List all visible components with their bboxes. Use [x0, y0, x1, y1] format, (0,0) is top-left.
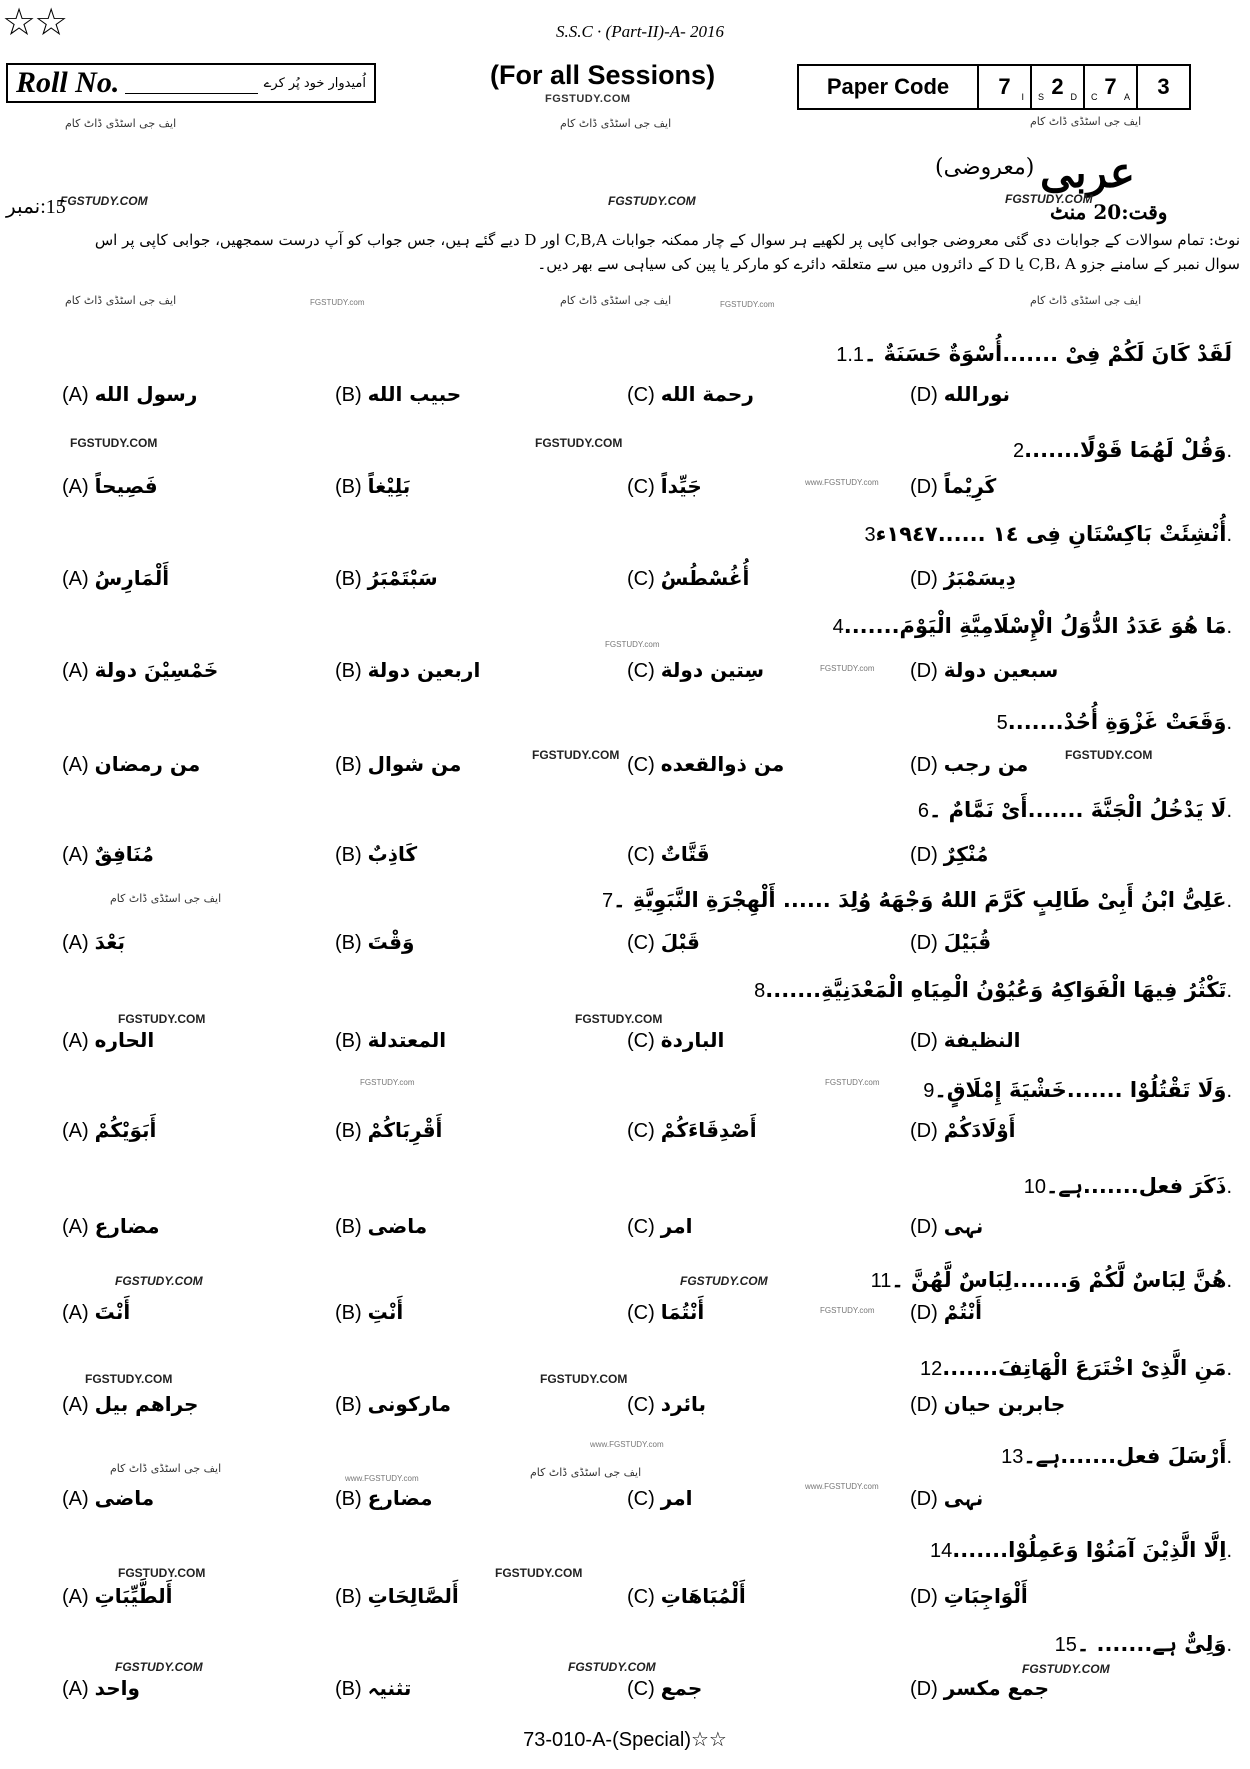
- watermark: FGSTUDY.COM: [545, 93, 631, 105]
- watermark: FGSTUDY.com: [820, 1306, 875, 1315]
- option-a[interactable]: (A) واحد: [62, 1676, 140, 1700]
- option-b[interactable]: (B) أَلصَّالِحَاتِ: [335, 1584, 459, 1608]
- option-b[interactable]: (B) اربعين دولة: [335, 658, 481, 682]
- option-c[interactable]: (C) قَتَّاتٌ: [627, 842, 710, 866]
- option-b[interactable]: (B) حبيب الله: [335, 382, 462, 406]
- paper-code-digit: 3: [1137, 65, 1190, 109]
- watermark: FGSTUDY.com: [605, 640, 660, 649]
- roll-number-field[interactable]: [125, 72, 257, 94]
- watermark: FGSTUDY.COM: [532, 748, 620, 762]
- watermark: FGSTUDY.COM: [540, 1372, 628, 1386]
- question-2: وَقُلْ لَهُمَا قَوْلًا.......2.: [1013, 438, 1232, 462]
- option-d[interactable]: (D) أَنْتُمْ: [910, 1300, 982, 1324]
- option-a[interactable]: (A) مُنَافِقٌ: [62, 842, 154, 866]
- option-a[interactable]: (A) أَبَوَيْكُمْ: [62, 1118, 157, 1142]
- option-d[interactable]: (D) مُنْكِرٌ: [910, 842, 989, 866]
- watermark: ایف جی اسٹڈی ڈاٹ کام: [110, 1462, 222, 1475]
- option-a[interactable]: (A) رسول الله: [62, 382, 198, 406]
- option-c[interactable]: (C) سِتين دولة: [627, 658, 765, 682]
- question-1: لَقَدْ كَانَ لَكُمْ فِیْ .......أُسْوَةٌ حَسَنَةٌ ۔1.1: [836, 342, 1232, 366]
- watermark: FGSTUDY.COM: [118, 1566, 206, 1580]
- question-7: عَلِیُّ ابْنُ أَبِیْ طَالِبٍ كَرَّمَ اللهُ وَجْهَهُ وُلِدَ ...... أَلْهِجْرَةِ النَّبَوِيَّةِ ۔7.: [601, 888, 1232, 912]
- watermark: FGSTUDY.COM: [1005, 192, 1093, 206]
- question-3: أُنْشِئَتْ بَاكِسْتَانِ فِی ١٤ ......١٩٤٧ء3.: [864, 522, 1232, 546]
- watermark: FGSTUDY.COM: [1022, 1662, 1110, 1676]
- option-b[interactable]: (B) بَلِيْغاً: [335, 474, 411, 498]
- option-b[interactable]: (B) من شوال: [335, 752, 462, 776]
- total-marks: 15:نمبر: [6, 196, 66, 218]
- exam-title: S.S.C · (Part-II)-A- 2016: [555, 22, 725, 41]
- roll-label: Roll No.: [16, 66, 120, 99]
- option-c[interactable]: (C) أَصْدِقَاءَكُمْ: [627, 1118, 757, 1142]
- option-c[interactable]: (C) جَيِّداً: [627, 474, 702, 498]
- option-a[interactable]: (A) جراهم بيل: [62, 1392, 199, 1416]
- question-5: وَقَعَتْ غَزْوَةِ أُحُدْ.......5.: [996, 710, 1232, 734]
- watermark: ایف جی اسٹڈی ڈاٹ کام: [1030, 294, 1142, 307]
- option-b[interactable]: (B) مضارع: [335, 1486, 433, 1510]
- option-d[interactable]: (D) النظيفة: [910, 1028, 1021, 1052]
- watermark: FGSTUDY.COM: [118, 1012, 206, 1026]
- question-12: مَنِ الَّذِیْ اخْتَرَعَ الْهَاتِفَ.......12.: [920, 1356, 1232, 1380]
- option-d[interactable]: (D) أَوْلَادَكُمْ: [910, 1118, 1016, 1142]
- watermark: FGSTUDY.com: [310, 298, 365, 307]
- question-8: تَكْثُرُ فِيهَا الْفَوَاكِهُ وَعُيُوْنُ الْمِيَاهِ الْمَعْدَنِيَّةِ.......8.: [754, 978, 1232, 1002]
- option-c[interactable]: (C) الباردة: [627, 1028, 725, 1052]
- option-a[interactable]: (A) أَنْتَ: [62, 1300, 131, 1324]
- option-a[interactable]: (A) مضارع: [62, 1214, 160, 1238]
- option-d[interactable]: (D) نورالله: [910, 382, 1010, 406]
- watermark: FGSTUDY.COM: [85, 1372, 173, 1386]
- watermark: www.FGSTUDY.com: [345, 1474, 419, 1483]
- paper-code-digit: C 7 A: [1084, 65, 1137, 109]
- watermark: www.FGSTUDY.com: [805, 478, 879, 487]
- option-a[interactable]: (A) بَعْدَ: [62, 930, 126, 954]
- option-b[interactable]: (B) أَنْتِ: [335, 1300, 404, 1324]
- watermark: ایف جی اسٹڈی ڈاٹ کام: [65, 294, 177, 307]
- option-d[interactable]: (D) دِيسَمْبَرُ: [910, 566, 1016, 590]
- option-d[interactable]: (D) كَرِيْماً: [910, 474, 997, 498]
- question-6: لَا يَدْخُلُ الْجَنَّةَ .......أَیْ نَمَّامٌ ۔6.: [917, 798, 1232, 822]
- paper-code-digit: 7 I: [978, 65, 1031, 109]
- watermark: ایف جی اسٹڈی ڈاٹ کام: [65, 117, 177, 130]
- watermark: FGSTUDY.COM: [495, 1566, 583, 1580]
- option-b[interactable]: (B) كَاذِبٌ: [335, 842, 418, 866]
- option-b[interactable]: (B) ماضی: [335, 1214, 428, 1238]
- time-allowed: وقت:20 منٹ: [1050, 200, 1168, 224]
- option-c[interactable]: (C) أَلْمُبَاهَاتِ: [627, 1584, 746, 1608]
- option-b[interactable]: (B) أَقْرِبَاكُمْ: [335, 1118, 443, 1142]
- option-b[interactable]: (B) المعتدلة: [335, 1028, 447, 1052]
- paper-code-label: Paper Code: [798, 65, 978, 109]
- option-a[interactable]: (A) ماضی: [62, 1486, 155, 1510]
- question-14: اِلَّا الَّذِيْنَ آمَنُوْا وَعَمِلُوْا.......14.: [930, 1538, 1232, 1562]
- paper-code-digit: S 2 D: [1031, 65, 1084, 109]
- question-4: مَا هُوَ عَدَدُ الدُّوَلُ الْإِسْلَامِيَّةِ الْيَوْمَ.......4.: [832, 614, 1232, 638]
- option-d[interactable]: (D) نہی: [910, 1486, 984, 1510]
- watermark: FGSTUDY.COM: [568, 1660, 656, 1674]
- watermark: ایف جی اسٹڈی ڈاٹ کام: [1030, 115, 1142, 128]
- option-a[interactable]: (A) أَلطَّيِّبَاتِ: [62, 1584, 173, 1608]
- option-b[interactable]: (B) تثنیہ: [335, 1676, 412, 1700]
- option-c[interactable]: (C) أَنْتُمَا: [627, 1300, 705, 1324]
- watermark: FGSTUDY.com: [360, 1078, 415, 1087]
- option-d[interactable]: (D) أَلْوَاجِبَاتِ: [910, 1584, 1028, 1608]
- roll-instruction: اُمیدوار خود پُر کرے: [263, 75, 366, 91]
- question-13: أَرْسَلَ فعل.......ہے۔13.: [1001, 1444, 1232, 1468]
- option-c[interactable]: (C) امر: [627, 1214, 693, 1238]
- watermark: FGSTUDY.COM: [608, 194, 696, 208]
- question-9: وَلَا تَقْتُلُوْا .......خَشْيَةَ إِمْلَاقٍ۔9.: [923, 1078, 1232, 1102]
- option-c[interactable]: (C) قَبْلَ: [627, 930, 700, 954]
- option-d[interactable]: (D) جابربن حيان: [910, 1392, 1066, 1416]
- watermark: FGSTUDY.com: [825, 1078, 880, 1087]
- option-b[interactable]: (B) سَبْتَمْبَرُ: [335, 566, 438, 590]
- watermark: ایف جی اسٹڈی ڈاٹ کام: [530, 1466, 642, 1479]
- watermark: ایف جی اسٹڈی ڈاٹ کام: [560, 117, 672, 130]
- option-c[interactable]: (C) رحمة الله: [627, 382, 754, 406]
- option-c[interactable]: (C) أُغُسْطُسُ: [627, 566, 750, 590]
- watermark: FGSTUDY.COM: [535, 436, 623, 450]
- option-d[interactable]: (D) قُبَيْلَ: [910, 930, 992, 954]
- option-c[interactable]: (C) امر: [627, 1486, 693, 1510]
- subject-type: (معروضی): [935, 155, 1035, 180]
- option-d[interactable]: (D) نہی: [910, 1214, 984, 1238]
- instructions-note: نوٹ: تمام سوالات کے جوابات دی گئی معروضی جوابی کاپی پر لکھیے ہر سوال کے چار ممکنہ جوابات C,B,A اور D دیے گئے ہیں، جس جواب کو آپ درست سمجھیں، جوابی کاپی پر اس سوال نمبر کے سامنے جزو C,B، A یا D کے دائروں میں سے متعلقہ دائرے کو مارکر یا پین کی سیاہی سے بھر دیں۔: [94, 231, 1240, 273]
- option-a[interactable]: (A) فَصِيحاً: [62, 474, 158, 498]
- watermark: FGSTUDY.COM: [60, 194, 148, 208]
- option-a[interactable]: (A) الحاره: [62, 1028, 155, 1052]
- option-d[interactable]: (D) من رجب: [910, 752, 1029, 776]
- option-b[interactable]: (B) ماركونی: [335, 1392, 451, 1416]
- sessions-label: (For all Sessions): [490, 60, 716, 90]
- watermark: FGSTUDY.com: [820, 664, 875, 673]
- watermark: www.FGSTUDY.com: [805, 1482, 879, 1491]
- roll-number-box: [6, 63, 376, 103]
- watermark: FGSTUDY.COM: [115, 1660, 203, 1674]
- watermark: ایف جی اسٹڈی ڈاٹ کام: [110, 892, 222, 905]
- question-10: ذَكَرَ فعل.......ہے۔10.: [1023, 1174, 1232, 1198]
- option-a[interactable]: (A) أَلْمَارِسُ: [62, 566, 170, 590]
- option-a[interactable]: (A) من رمضان: [62, 752, 201, 776]
- paper-code-table: [797, 64, 1191, 110]
- option-c[interactable]: (C) جمع: [627, 1676, 703, 1700]
- watermark: FGSTUDY.COM: [575, 1012, 663, 1026]
- question-11: هُنَّ لِبَاسٌ لَّكُمْ وَ.......لِبَاسٌ لَّهُنَّ ۔11.: [870, 1268, 1232, 1292]
- watermark: ایف جی اسٹڈی ڈاٹ کام: [560, 294, 672, 307]
- watermark: www.FGSTUDY.com: [590, 1440, 664, 1449]
- watermark: FGSTUDY.COM: [680, 1274, 768, 1288]
- subject-title: عربی: [1040, 148, 1135, 197]
- option-c[interactable]: (C) بائرد: [627, 1392, 706, 1416]
- option-b[interactable]: (B) وَقْتَ: [335, 930, 415, 954]
- option-d[interactable]: (D) سبعين دولة: [910, 658, 1059, 682]
- question-15: وَلِیٌّ ہے....... ۔15.: [1054, 1632, 1232, 1656]
- option-c[interactable]: (C) من ذوالقعده: [627, 752, 785, 776]
- option-d[interactable]: (D) جمع مکسر: [910, 1676, 1050, 1700]
- paper-footer-code: 73-010-A-(Special)☆☆: [523, 1729, 727, 1751]
- watermark: FGSTUDY.COM: [115, 1274, 203, 1288]
- watermark: FGSTUDY.COM: [70, 436, 158, 450]
- watermark: FGSTUDY.COM: [1065, 748, 1153, 762]
- watermark: FGSTUDY.com: [720, 300, 775, 309]
- option-a[interactable]: (A) خَمْسِيْنَ دولة: [62, 658, 219, 682]
- stars-decoration: ☆☆: [2, 0, 67, 44]
